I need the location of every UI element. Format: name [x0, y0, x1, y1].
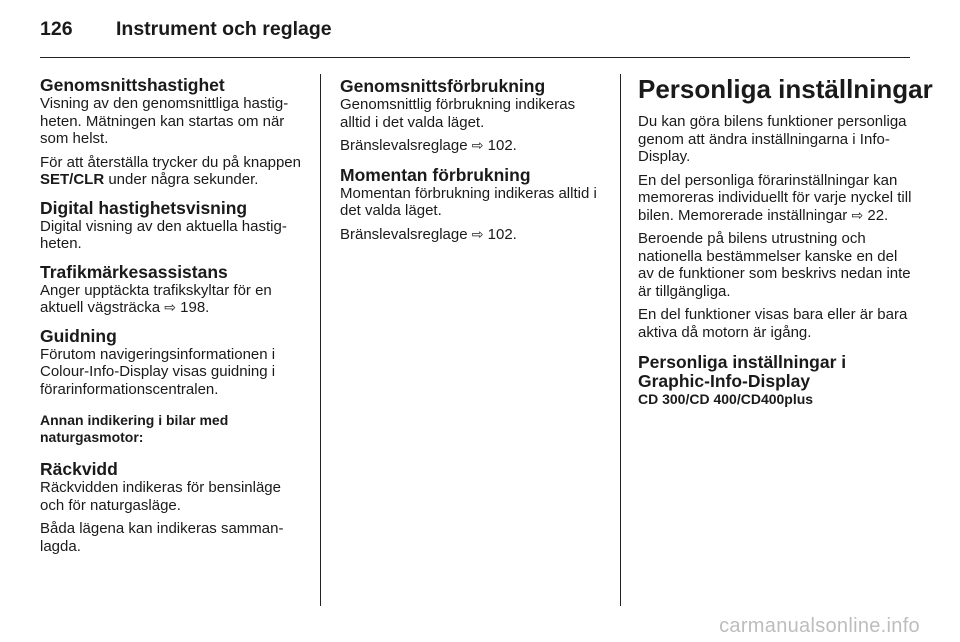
column-2 — [340, 76, 608, 243]
section-instant-consumption — [340, 165, 608, 244]
paragraph — [40, 154, 308, 189]
page-ref: 198. — [180, 299, 210, 316]
paragraph — [40, 282, 308, 317]
text: För att återställa trycker du på knappen — [40, 153, 301, 171]
page-ref: 102. — [487, 137, 517, 154]
section-heading: Genomsnittsförbrukning — [340, 76, 546, 96]
page-ref: 102. — [487, 225, 517, 243]
section-heading: Genomsnittshastighet — [40, 75, 225, 95]
column-3 — [638, 74, 933, 408]
page-ref: 22. — [867, 206, 889, 224]
paragraph: Beroende på bilens utrustning och nationella bestämmelser kanske en del av de funktioner som beskrivs nedan inte är tillgängliga. — [638, 230, 911, 300]
section-digital-speed — [40, 199, 308, 253]
page-header — [40, 18, 332, 42]
text: En del personliga förarinställningar kan memoreras individuellt för varje nyckel till bilen. Memorerade inställningar — [638, 171, 912, 224]
paragraph — [340, 226, 608, 244]
header-divider — [40, 57, 910, 58]
section-traffic-sign-assist — [40, 263, 308, 317]
page-ref-arrow-icon: ⇨ — [164, 299, 176, 315]
text: Bränslevalsreglage — [340, 225, 468, 243]
paragraph — [638, 172, 914, 225]
paragraph: Båda lägena kan indikeras sammanlagda. — [40, 520, 284, 555]
page-ref-arrow-icon: ⇨ — [851, 206, 864, 223]
watermark: carmanualsonline.info — [719, 615, 920, 637]
column-divider-2 — [620, 74, 621, 606]
paragraph: En del funktioner visas bara eller är bara aktiva då motorn är igång. — [638, 306, 908, 341]
text: Anger upptäckta trafikskyltar för en aktuell vägsträcka — [40, 281, 272, 316]
paragraph: Du kan göra bilens funktioner personliga genom att ändra inställningarna i Info-Display. — [638, 113, 907, 165]
section-heading: Digital hastighetsvisning — [40, 197, 248, 218]
section-heading: Guidning — [40, 325, 117, 346]
sub-heading: Annan indikering i bilar med naturgasmotor: — [40, 412, 229, 445]
page-title: Instrument och reglage — [116, 18, 332, 40]
page-ref-arrow-icon: ⇨ — [471, 225, 484, 242]
section-cng-note — [40, 412, 308, 446]
column-1 — [40, 76, 308, 555]
paragraph: Förutom navigeringsinformationen i Colour-Info-Display visas guidning i förarinformationscentralen. — [40, 345, 276, 398]
chapter-heading: Personliga inställningar — [638, 74, 933, 104]
section-heading: Momentan förbrukning — [340, 164, 531, 185]
page-number: 126 — [40, 18, 73, 40]
section-heading: Räckvidd — [40, 459, 118, 479]
section-range — [40, 460, 308, 555]
paragraph: Visning av den genomsnittliga hastigheten. Mätningen kan startas om när som helst. — [40, 95, 289, 147]
section-heading: Personliga inställningar i Graphic-Info-Display — [638, 352, 847, 391]
paragraph: Räckvidden indikeras för bensinläge och för naturgasläge. — [40, 479, 281, 514]
section-heading: Trafikmärkesassistans — [40, 261, 228, 282]
text: under några sekunder. — [104, 171, 259, 188]
section-average-speed — [40, 76, 308, 189]
section-average-consumption — [340, 76, 608, 155]
button-name-set-clr: SET/CLR — [40, 171, 105, 188]
page-ref-arrow-icon: ⇨ — [471, 137, 484, 153]
column-divider-1 — [320, 74, 321, 606]
paragraph: Digital visning av den aktuella hastigheten. — [40, 217, 287, 252]
section-guidance — [40, 327, 308, 399]
paragraph — [340, 137, 608, 155]
sub-heading: CD 300/CD 400/CD400plus — [638, 391, 814, 407]
paragraph: Momentan förbrukning indikeras alltid i det valda läget. — [340, 184, 597, 219]
paragraph: Genomsnittlig förbrukning indikeras alltid i det valda läget. — [340, 96, 576, 131]
text: Bränslevalsreglage — [340, 137, 468, 154]
